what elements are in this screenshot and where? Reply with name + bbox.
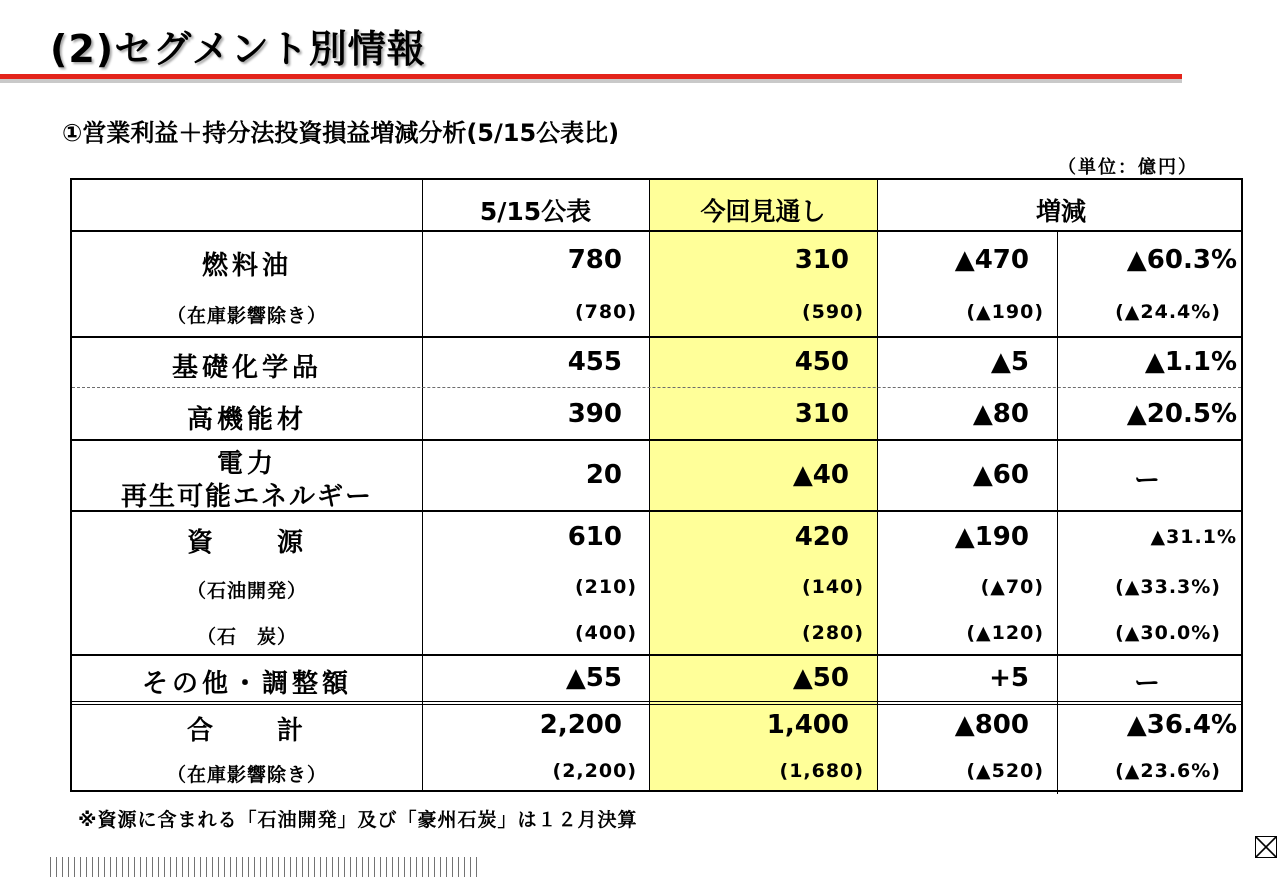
value-diff: (▲70)	[980, 576, 1044, 598]
row-label-coal: （石 炭）	[196, 626, 297, 648]
value-pct: (▲30.0%)	[1115, 622, 1221, 644]
header-prev-forecast: 5/15公表	[479, 197, 592, 226]
value-pct: ー	[1133, 669, 1160, 699]
header-current-forecast: 今回見通し	[700, 197, 826, 226]
value-prev: 455	[567, 347, 622, 377]
row-label-basic-chemicals: 基礎化学品	[171, 353, 322, 383]
value-diff: ▲5	[990, 347, 1029, 377]
title-underline-shadow	[0, 79, 1182, 83]
value-prev: (2,200)	[552, 760, 637, 782]
row-label-renewable-energy: 再生可能エネルギー	[120, 482, 373, 512]
value-pct: (▲24.4%)	[1115, 301, 1221, 323]
value-pct: ▲1.1%	[1144, 347, 1237, 377]
value-prev: ▲55	[565, 663, 622, 693]
row-label-fuel-excl-inventory: （在庫影響除き）	[166, 305, 327, 327]
value-diff: ▲60	[972, 460, 1029, 490]
row-label-fuel: 燃料油	[201, 251, 292, 281]
row-rule	[72, 654, 1241, 656]
value-prev: (400)	[574, 622, 637, 644]
row-label-other-adjustments: その他・調整額	[141, 669, 352, 699]
value-pct: (▲33.3%)	[1115, 576, 1221, 598]
value-pct: (▲23.6%)	[1115, 760, 1221, 782]
value-current: 1,400	[766, 710, 849, 740]
header-change: 増減	[1035, 197, 1086, 226]
value-current: (590)	[801, 301, 864, 323]
row-label-resources: 資 源	[186, 528, 307, 558]
row-rule	[72, 336, 1241, 338]
value-current: (1,680)	[779, 760, 864, 782]
value-pct: ▲60.3%	[1126, 245, 1237, 275]
segment-profit-table	[70, 178, 1243, 792]
value-diff: ▲800	[954, 710, 1029, 740]
value-current: ▲50	[792, 663, 849, 693]
total-double-rule	[72, 701, 1241, 705]
value-pct: ▲36.4%	[1126, 710, 1237, 740]
unit-label: （単位：億円）	[1058, 157, 1198, 178]
header-rule	[72, 230, 1241, 232]
value-current: (140)	[801, 576, 864, 598]
value-diff: (▲190)	[966, 301, 1044, 323]
value-prev: 390	[567, 399, 622, 429]
value-pct: ー	[1133, 466, 1160, 496]
row-rule	[72, 387, 1241, 389]
row-label-oil-development: （石油開発）	[186, 580, 307, 602]
value-prev: 20	[585, 460, 622, 490]
page-title: (2)セグメント別情報	[50, 27, 426, 71]
row-rule	[72, 439, 1241, 441]
value-prev: (780)	[574, 301, 637, 323]
row-label-performance-materials: 高機能材	[186, 405, 307, 435]
value-diff: ▲80	[972, 399, 1029, 429]
value-prev: (210)	[574, 576, 637, 598]
value-diff: ▲190	[954, 522, 1029, 552]
value-pct: ▲31.1%	[1150, 526, 1237, 548]
footer-disclaimer-garbled	[50, 857, 478, 877]
value-diff: +5	[989, 663, 1029, 693]
row-label-total: 合 計	[186, 716, 307, 746]
row-label-total-excl-inventory: （在庫影響除き）	[166, 764, 327, 786]
value-diff: ▲470	[954, 245, 1029, 275]
value-current: 450	[794, 347, 849, 377]
value-prev: 2,200	[539, 710, 622, 740]
value-pct: ▲20.5%	[1126, 399, 1237, 429]
page-number-box	[1255, 836, 1277, 858]
value-current: 420	[794, 522, 849, 552]
value-current: 310	[794, 399, 849, 429]
value-diff: (▲120)	[966, 622, 1044, 644]
value-current: 310	[794, 245, 849, 275]
footnote: ※資源に含まれる「石油開発」及び「豪州石炭」は１２月決算	[78, 809, 638, 831]
value-prev: 610	[567, 522, 622, 552]
row-label-power: 電力	[216, 449, 277, 479]
section-subtitle: ①営業利益＋持分法投資損益増減分析(5/15公表比)	[62, 119, 620, 147]
value-current: (280)	[801, 622, 864, 644]
value-diff: (▲520)	[966, 760, 1044, 782]
value-current: ▲40	[792, 460, 849, 490]
value-prev: 780	[567, 245, 622, 275]
